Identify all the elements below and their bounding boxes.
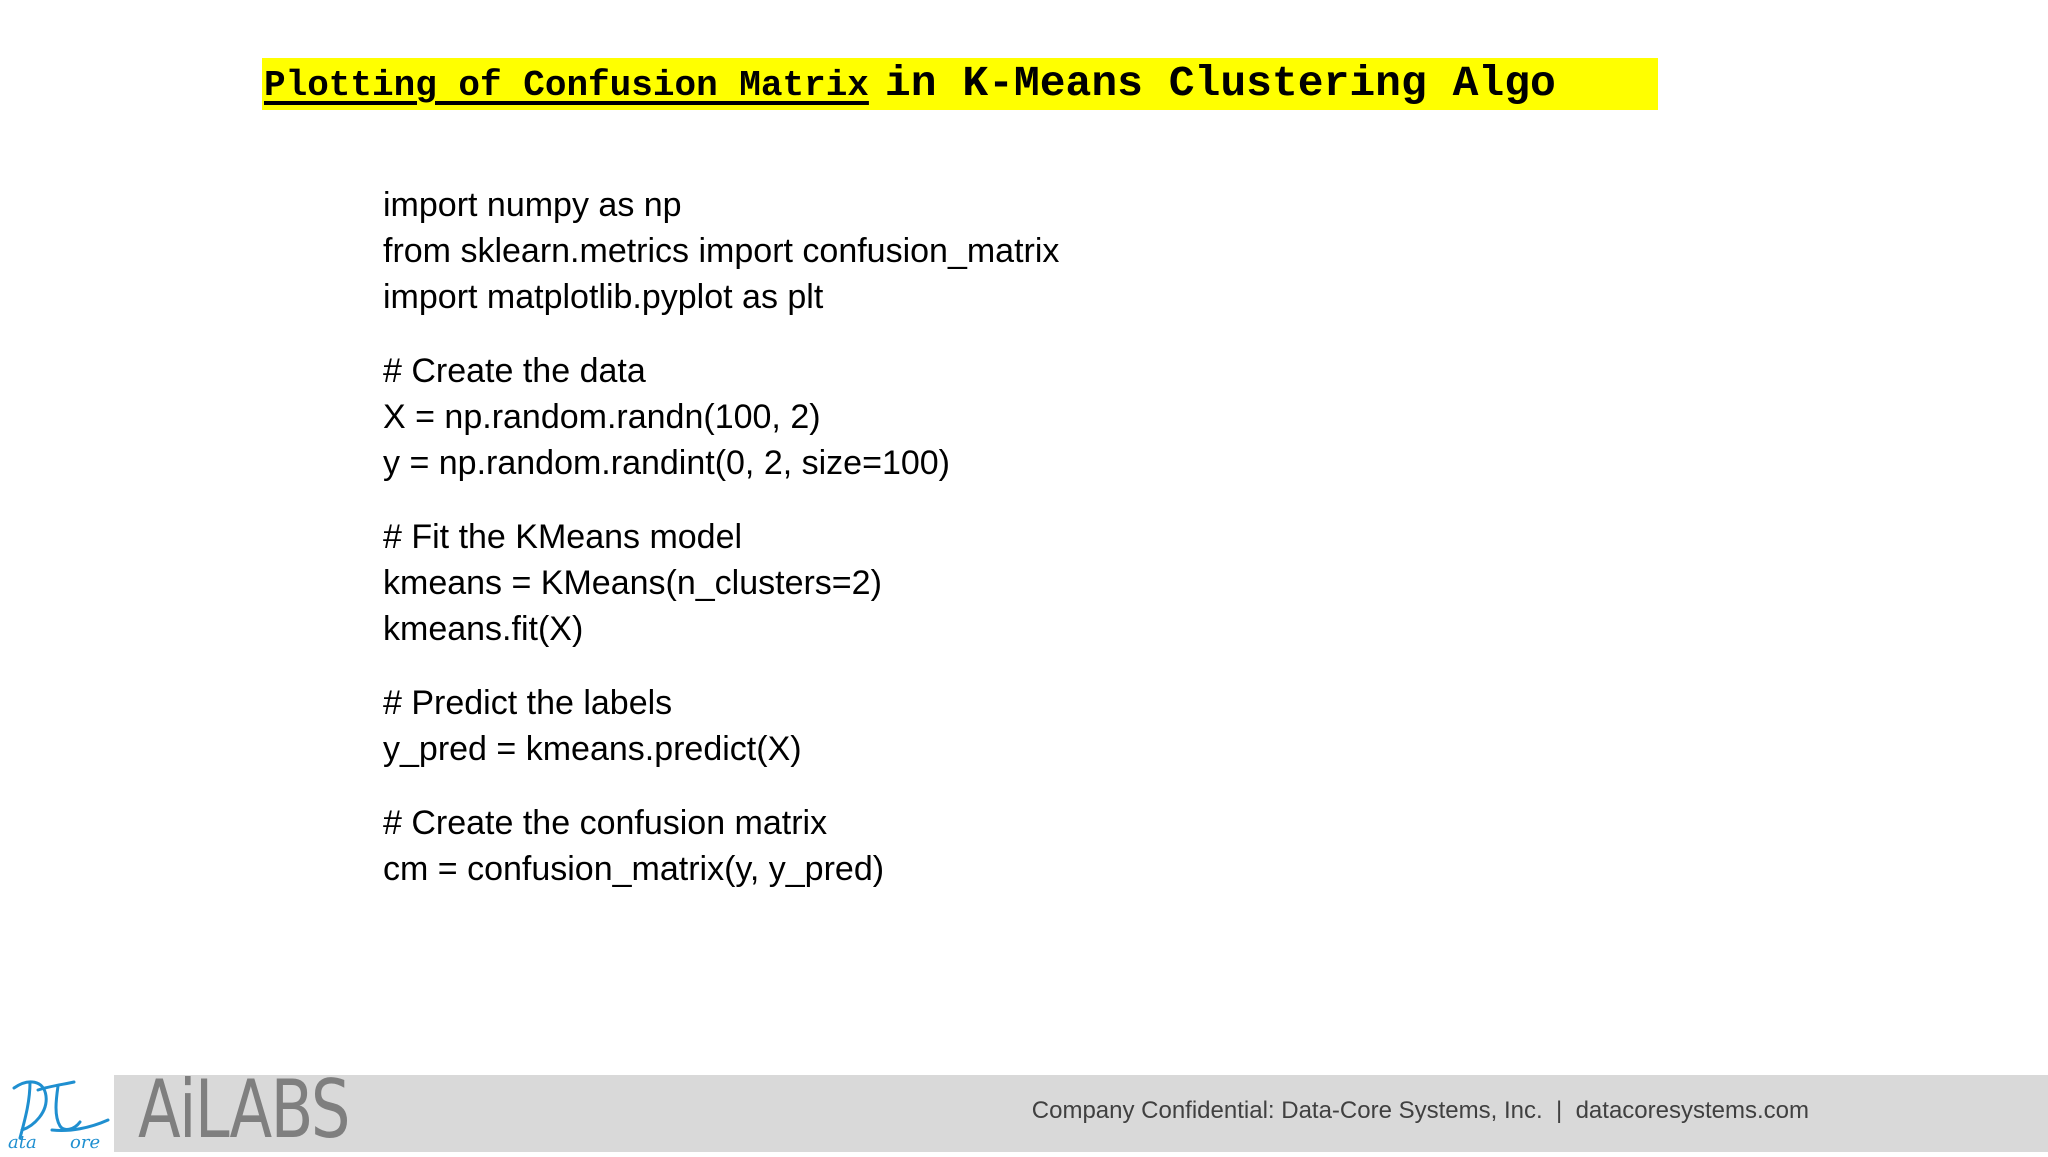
code-group-create-data — [383, 348, 1059, 486]
footer-separator: | — [1556, 1097, 1563, 1124]
code-group-predict — [383, 680, 1059, 772]
code-line: kmeans = KMeans(n_clusters=2) — [383, 564, 882, 602]
footer-text — [1032, 1097, 1809, 1125]
title-rest-part: in K-Means Clustering Algo — [884, 59, 1556, 108]
code-line: # Fit the KMeans model — [383, 518, 743, 556]
svg-text:ata: ata — [8, 1132, 37, 1152]
code-line: import numpy as np — [383, 186, 682, 224]
code-group-imports — [383, 182, 1059, 320]
website-link[interactable]: datacoresystems.com — [1575, 1097, 1809, 1124]
slide-title — [264, 58, 1556, 110]
datacore-logo — [0, 1060, 114, 1152]
code-line: y_pred = kmeans.predict(X) — [383, 730, 802, 768]
code-line: # Create the data — [383, 352, 646, 390]
company-confidential: Company Confidential: Data-Core Systems, Inc. — [1031, 1097, 1543, 1124]
datacore-logo-icon — [0, 1060, 114, 1152]
code-group-fit-model — [383, 514, 1059, 652]
code-line: from sklearn.metrics import confusion_matrix — [383, 232, 1060, 270]
svg-text:ore: ore — [70, 1132, 101, 1152]
code-block — [383, 182, 1059, 892]
code-line: import matplotlib.pyplot as plt — [383, 278, 824, 316]
code-line: kmeans.fit(X) — [383, 610, 584, 648]
code-line: cm = confusion_matrix(y, y_pred) — [383, 850, 885, 888]
code-group-confusion-matrix — [383, 800, 1059, 892]
title-underlined-part: Plotting of Confusion Matrix — [264, 65, 869, 106]
code-line: # Create the confusion matrix — [383, 804, 828, 842]
code-line: X = np.random.randn(100, 2) — [383, 398, 821, 436]
code-line: y = np.random.randint(0, 2, size=100) — [383, 444, 950, 482]
ailabs-logo: AiLABS — [138, 1063, 349, 1156]
code-line: # Predict the labels — [383, 684, 673, 722]
